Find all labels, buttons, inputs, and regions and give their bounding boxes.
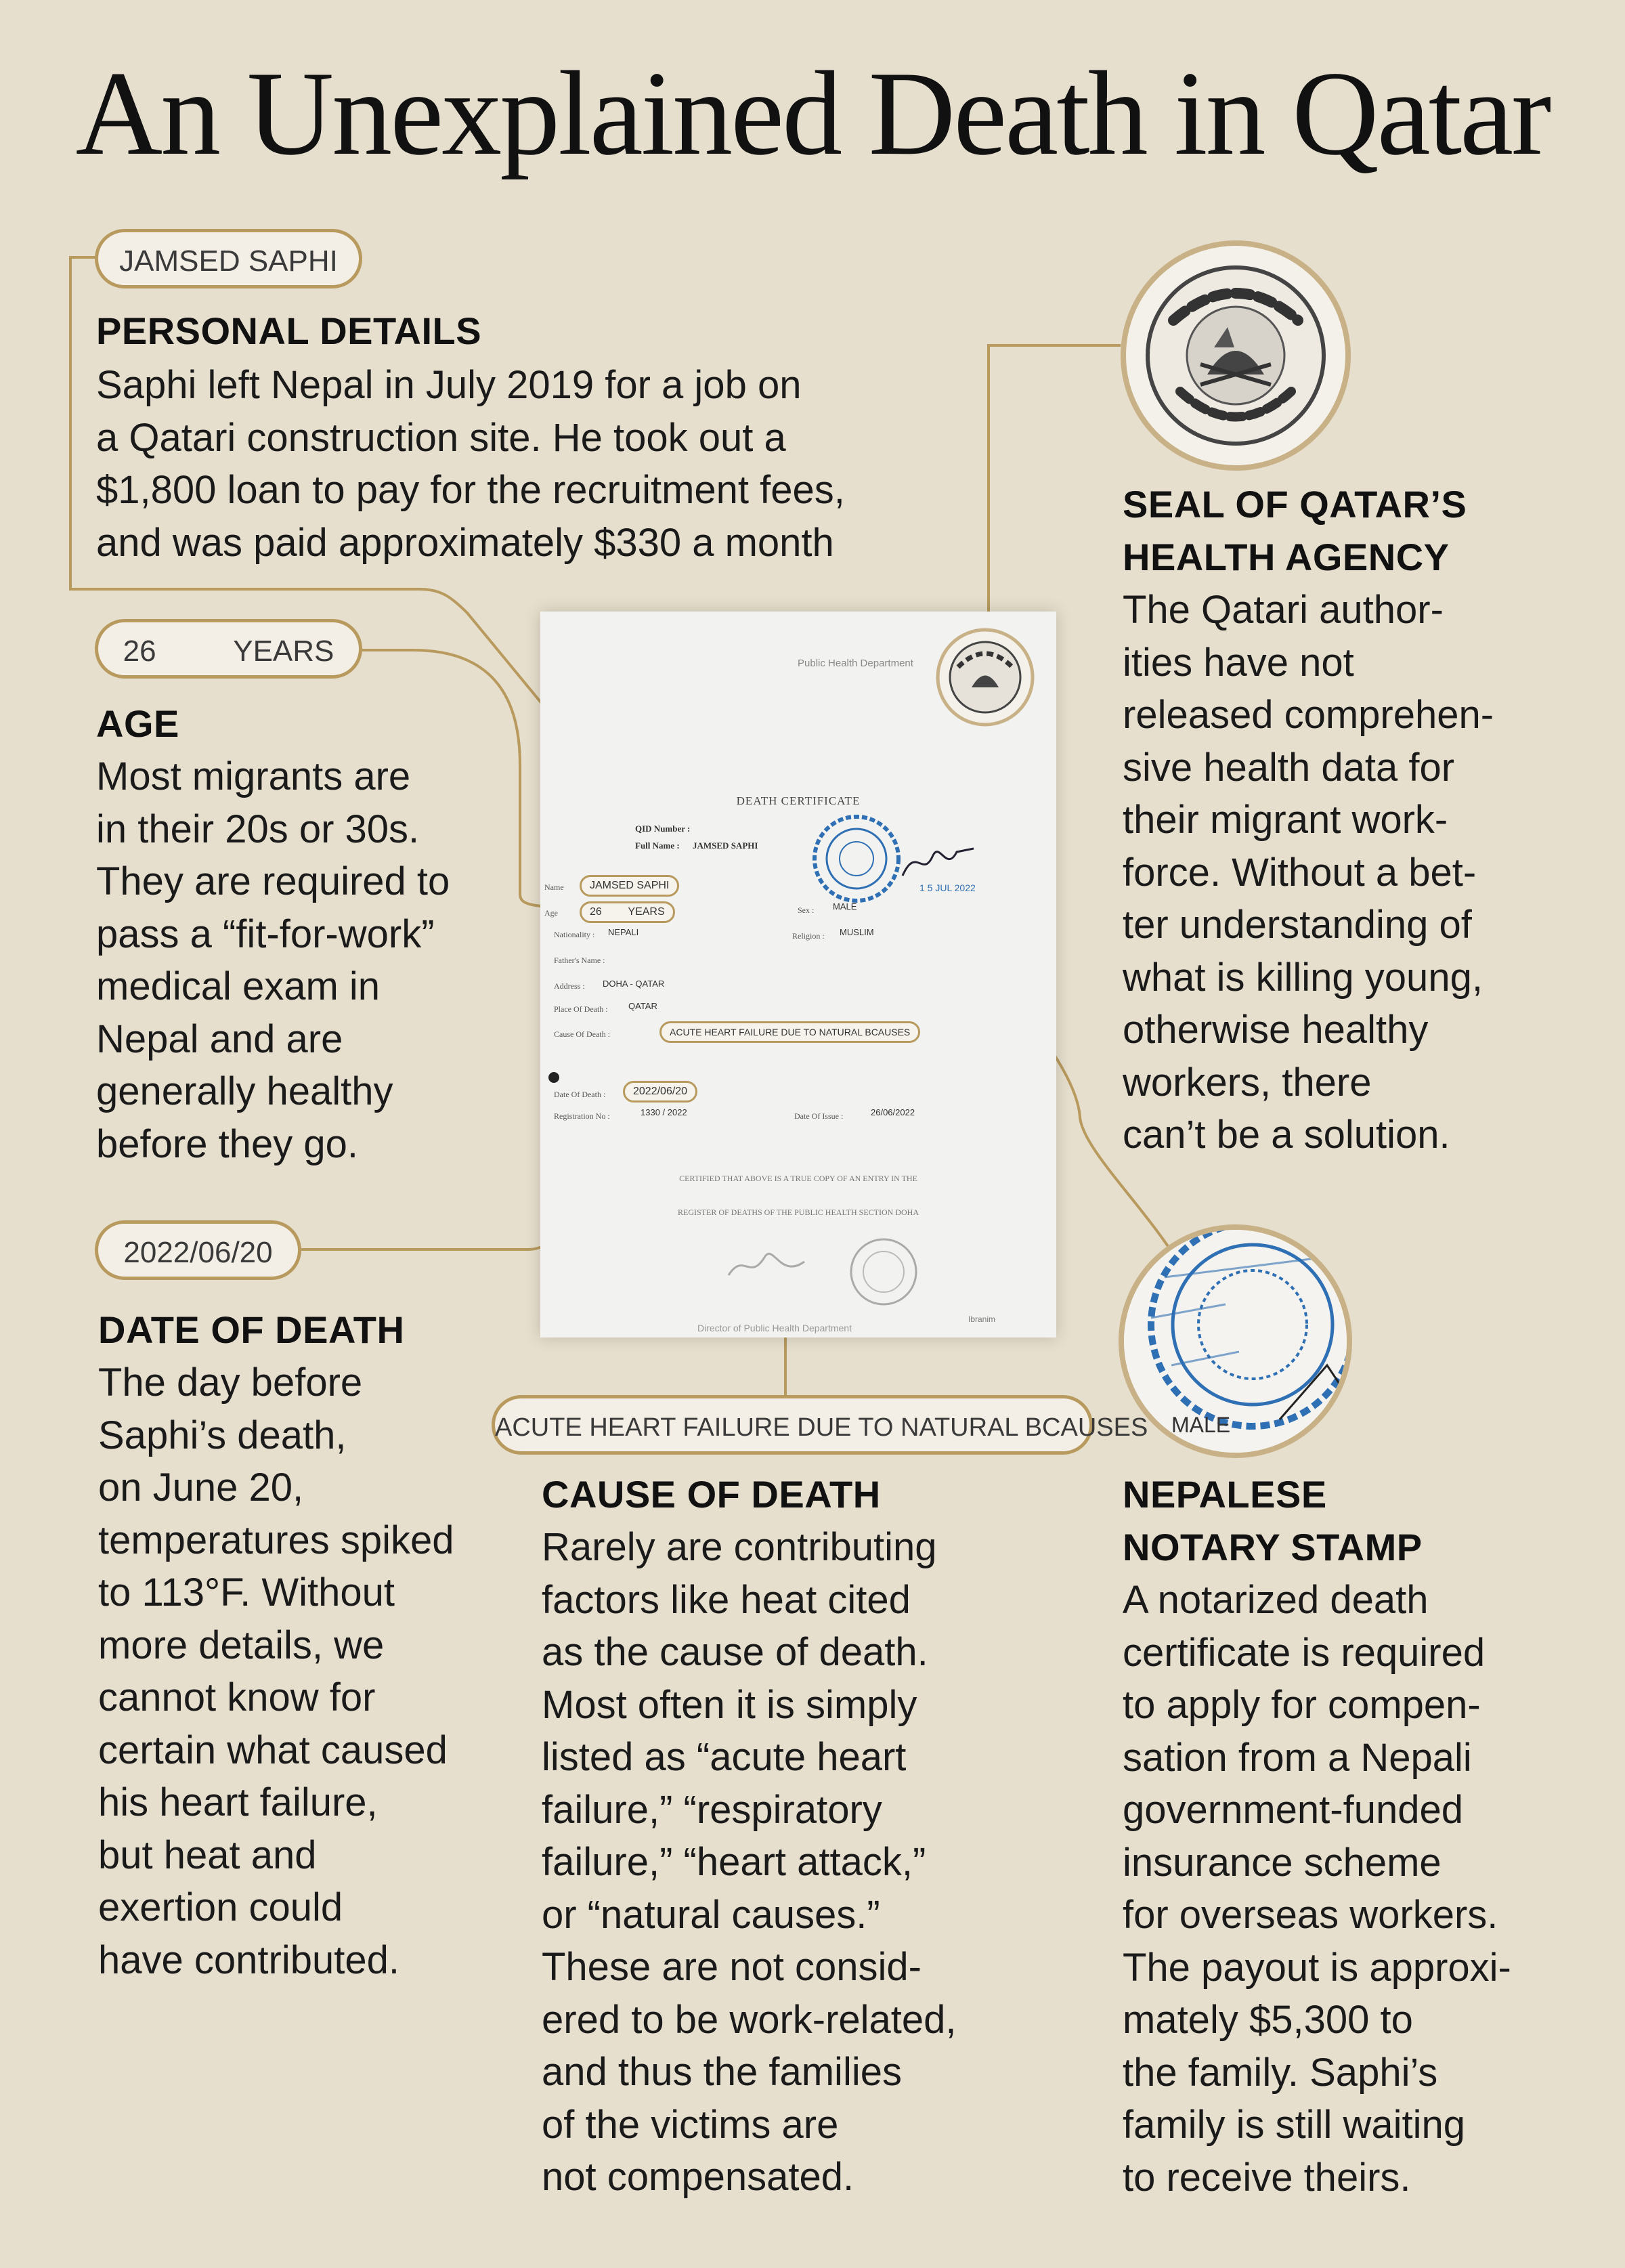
seal-heading xyxy=(1123,478,1467,584)
connector-seal xyxy=(989,345,1121,620)
doc-age-label: Age xyxy=(544,908,558,918)
doc-nationality-label: Nationality : xyxy=(554,930,595,939)
doc-issue-value: 26/06/2022 xyxy=(871,1107,915,1117)
doc-religion-label: Religion : xyxy=(792,931,825,941)
seal-heading-line1: SEAL OF QATAR’S xyxy=(1123,483,1467,526)
doc-reg-value: 1330 / 2022 xyxy=(641,1107,687,1117)
age-pill-unit: YEARS xyxy=(233,635,334,668)
seal-heading-line2: HEALTH AGENCY xyxy=(1123,536,1450,578)
notary-heading-line1: NEPALESE xyxy=(1123,1473,1327,1516)
age-pill-number: 26 xyxy=(123,635,156,668)
date-of-death-heading: DATE OF DEATH xyxy=(98,1308,405,1351)
doc-name-pill: JAMSED SAPHI xyxy=(580,875,679,897)
doc-address-label: Address : xyxy=(554,981,585,991)
doc-address-value: DOHA - QATAR xyxy=(603,979,665,989)
doc-qid-label: QID Number : xyxy=(635,823,691,834)
page-title: An Unexplained Death in Qatar xyxy=(75,46,1550,180)
doc-cause-label: Cause Of Death : xyxy=(554,1029,610,1039)
doc-certified-line1: CERTIFIED THAT ABOVE IS A TRUE COPY OF AN ENTRY IN THE xyxy=(679,1174,917,1183)
notary-stamp-text: MALE xyxy=(1171,1413,1231,1437)
doc-bottom-seal-icon xyxy=(846,1235,921,1309)
date-of-death-body: The day before Saphi’s death, on June 20, temperatures spiked to 113°F. Without more details, we cannot know for certain what caused his heart failure, but heat and exertion could have contributed. xyxy=(98,1361,454,1982)
doc-reg-label: Registration No : xyxy=(554,1111,610,1121)
doc-age-unit: YEARS xyxy=(628,906,665,918)
doc-religion-value: MUSLIM xyxy=(840,927,874,937)
doc-full-name-value: JAMSED SAPHI xyxy=(693,840,758,851)
doc-signer: Ibranim xyxy=(968,1314,996,1324)
doc-sex-value: MALE xyxy=(833,901,857,912)
name-pill: JAMSED SAPHI xyxy=(95,229,362,288)
doc-seal-icon xyxy=(934,626,1036,728)
doc-dod-label: Date Of Death : xyxy=(554,1090,606,1099)
personal-details-body: Saphi left Nepal in July 2019 for a job on a Qatari construction site. He took out a $1,800 loan to pay for the recruitment fees, and was paid approximately $330 a month xyxy=(96,363,845,565)
doc-place-label: Place Of Death : xyxy=(554,1004,608,1014)
notary-heading xyxy=(1123,1468,1423,1574)
seal-closeup xyxy=(1121,240,1351,471)
doc-notary-stamp-icon xyxy=(806,808,907,910)
doc-age-value: 26 xyxy=(590,906,602,918)
age-pill xyxy=(95,619,362,679)
doc-ministry: Public Health Department xyxy=(798,658,913,669)
doc-place-value: QATAR xyxy=(628,1001,657,1011)
doc-age-pill xyxy=(580,901,675,923)
doc-father-label: Father's Name : xyxy=(554,956,605,965)
age-heading: AGE xyxy=(96,702,179,745)
doc-issue-label: Date Of Issue : xyxy=(794,1111,844,1121)
notary-body: A notarized death certificate is required to apply for compen- sation from a Nepali government-funded insurance scheme for overseas workers. The payout is approxi- mately $5,300 to the family. Saphi’s family is still waiting to receive theirs. xyxy=(1123,1578,1511,2200)
doc-cause-pill: ACUTE HEART FAILURE DUE TO NATURAL BCAUSES xyxy=(659,1021,920,1043)
doc-dod-pill: 2022/06/20 xyxy=(623,1081,697,1103)
cause-of-death-body: Rarely are contributing factors like heat cited as the cause of death. Most often it is simply listed as “acute heart failure,” “respiratory failure,” “heart attack,” or “natural causes.” These are not consid- ered to be work-related, and thus the families of the victims are not compensated. xyxy=(542,1525,957,2199)
doc-stamp-date: 1 5 JUL 2022 xyxy=(919,882,976,893)
doc-nationality-value: NEPALI xyxy=(608,927,639,937)
notary-stamp-icon xyxy=(1124,1230,1347,1453)
age-body: Most migrants are in their 20s or 30s. They are required to pass a “fit-for-work” medical exam in Nepal and are generally healthy before they go. xyxy=(96,754,450,1166)
notary-heading-line2: NOTARY STAMP xyxy=(1123,1526,1423,1568)
doc-title: DEATH CERTIFICATE xyxy=(736,794,861,807)
seal-body: The Qatari author- ities have not released comprehen- sive health data for their migrant work- force. Without a bet- ter understanding of what is killing young, otherwise healthy workers, there can’t be a solution. xyxy=(1123,588,1494,1157)
date-pill: 2022/06/20 xyxy=(95,1220,301,1280)
doc-name-label: Name xyxy=(544,882,564,892)
cause-of-death-heading: CAUSE OF DEATH xyxy=(542,1473,881,1516)
notary-stamp-closeup xyxy=(1119,1224,1352,1458)
doc-sex-label: Sex : xyxy=(798,905,815,915)
doc-punch-hole-icon xyxy=(547,1071,561,1084)
doc-full-name-label: Full Name : xyxy=(635,840,680,851)
doc-certified-line2: REGISTER OF DEATHS OF THE PUBLIC HEALTH SECTION DOHA xyxy=(677,1207,919,1217)
doc-signature-icon xyxy=(899,838,980,886)
doc-bottom-signature-icon xyxy=(723,1241,811,1289)
doc-director: Director of Public Health Department xyxy=(697,1323,852,1333)
cause-pill: ACUTE HEART FAILURE DUE TO NATURAL BCAUSES xyxy=(492,1395,1093,1455)
qatar-seal-icon xyxy=(1126,246,1345,465)
death-certificate-image xyxy=(540,612,1056,1338)
personal-details-heading: PERSONAL DETAILS xyxy=(96,309,482,352)
